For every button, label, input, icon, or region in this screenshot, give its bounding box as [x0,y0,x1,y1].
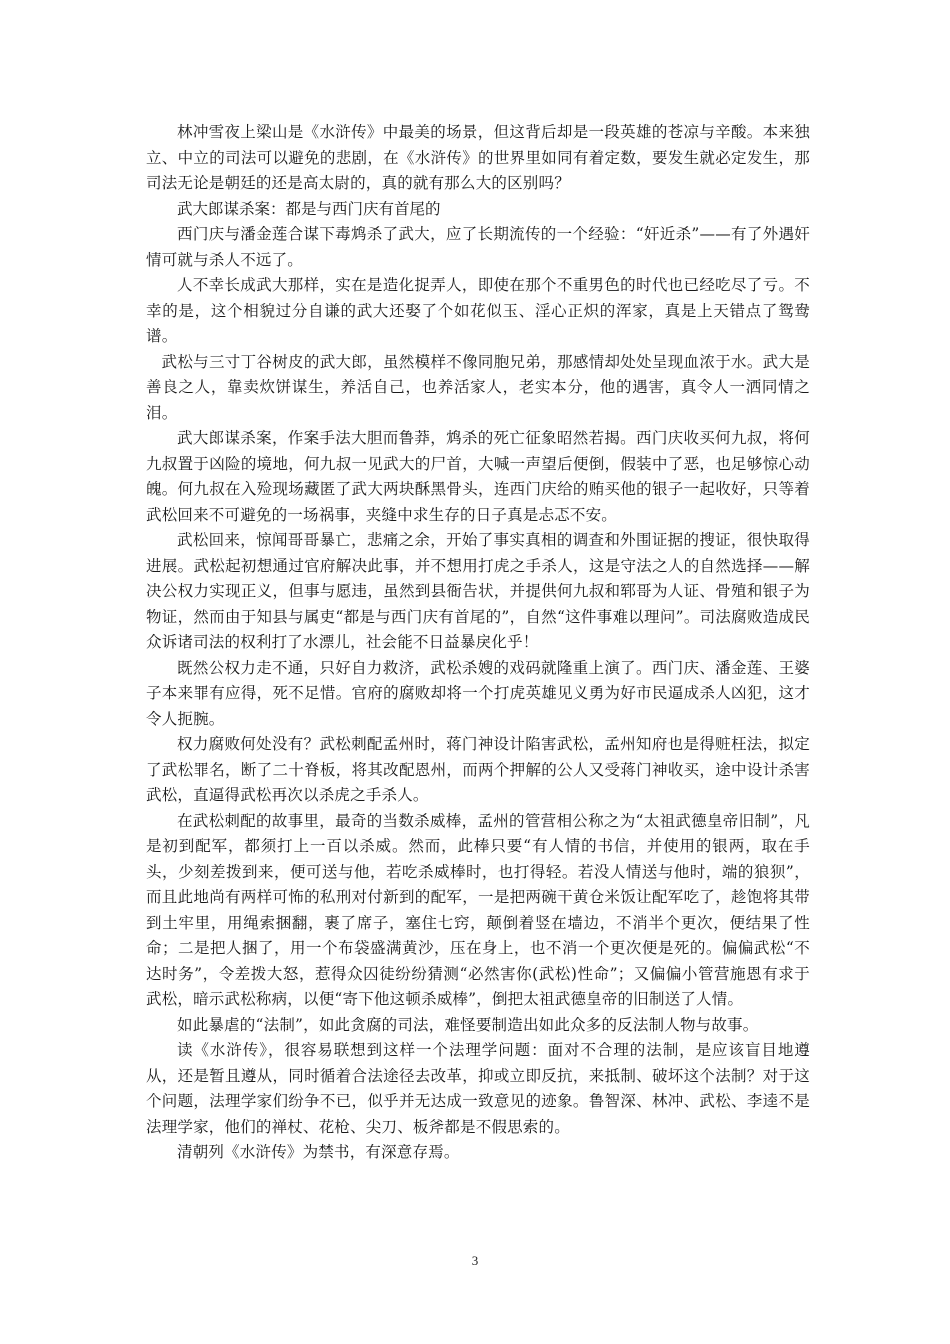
paragraph: 在武松刺配的故事里，最奇的当数杀威棒，孟州的管营相公称之为“太祖武德皇帝旧制”，凡是初到配军，都须打上一百以杀威。然而，此棒只要“有人情的书信，并使用的银两，取在手头，少刻差拨到来，便可送与他，若吃杀威棒时，也打得轻。若没人情送与他时，端的狼狈”，而且此地尚有两样可怖的私刑对付新到的配军，一是把两碗干黄仓米饭让配军吃了，趁饱将其带到土牢里，用绳索捆翻，裹了席子，塞住七窍，颠倒着竖在墙边，不消半个更次，便结果了性命；二是把人捆了，用一个布袋盛满黄沙，压在身上，也不消一个更次便是死的。偏偏武松“不达时务”，令差拨大怒，惹得众囚徒纷纷猜测“必然害你(武松)性命”；又偏偏小管营施恩有求于武松，暗示武松称病，以便“寄下他这顿杀威棒”，倒把太祖武德皇帝的旧制送了人情。 [146,811,810,1008]
paragraph: 既然公权力走不通，只好自力救济，武松杀嫂的戏码就隆重上演了。西门庆、潘金莲、王婆子本来罪有应得，死不足惜。官府的腐败却将一个打虎英雄见义勇为好市民逼成杀人凶犯，这才令人扼腕。 [146,658,810,728]
paragraph-closing: 清朝列《水浒传》为禁书，有深意存焉。 [177,1143,460,1161]
document-body [146,120,810,1166]
paragraph: 读《水浒传》，很容易联想到这样一个法理学问题：面对不合理的法制，是应该盲目地遵从，还是暂且遵从，同时循着合法途径去改革，抑或立即反抗，来抵制、破坏这个法制？对于这个问题，法理学家们纷争不已，似乎并无达成一致意见的迹象。鲁智深、林冲、武松、李逵不是法理学家，他们的禅杖、花枪、尖刀、板斧都是不假思索的。 [146,1041,810,1136]
paragraph: 武大郎谋杀案，作案手法大胆而鲁莽，鸩杀的死亡征象昭然若揭。西门庆收买何九叔，将何九叔置于凶险的境地，何九叔一见武大的尸首，大喊一声望后便倒，假装中了恶，也足够惊心动魄。何九叔在入殓现场藏匿了武大两块酥黑骨头，连西门庆给的贿买他的银子一起收好，只等着武松回来不可避免的一场祸事，夹缝中求生存的日子真是忐忑不安。 [146,429,810,524]
paragraph: 权力腐败何处没有？武松刺配孟州时，蒋门神设计陷害武松，孟州知府也是得赃枉法，拟定了武松罪名，断了二十脊板，将其改配恩州，而两个押解的公人又受蒋门神收买，途中设计杀害武松，直逼得武松再次以杀虎之手杀人。 [146,735,810,804]
paragraph: 武松回来，惊闻哥哥暴亡，悲痛之余，开始了事实真相的调查和外围证据的搜证，很快取得进展。武松起初想通过官府解决此事，并不想用打虎之手杀人，这是守法之人的自然选择——解决公权力实现正义，但事与愿违，虽然到县衙告状，并提供何九叔和郓哥为人证、骨殖和银子为物证，然而由于知县与属吏“都是与西门庆有首尾的”，自然“这件事难以理问”。司法腐败造成民众诉诸司法的权利打了水漂儿，社会能不日益暴戾化乎！ [146,531,810,651]
paragraph: 武松与三寸丁谷树皮的武大郎，虽然模样不像同胞兄弟，那感情却处处呈现血浓于水。武大是善良之人，靠卖炊饼谋生，养活自己，也养活家人，老实本分，他的遇害，真令人一洒同情之泪。 [146,352,810,422]
section-heading: 武大郎谋杀案：都是与西门庆有首尾的 [177,199,441,218]
paragraph: 西门庆与潘金莲合谋下毒鸩杀了武大，应了长期流传的一个经验：“奸近杀”——有了外遇奸情可就与杀人不远了。 [146,225,810,269]
paragraph: 人不幸长成武大那样，实在是造化捉弄人，即使在那个不重男色的时代也已经吃尽了亏。不幸的是，这个相貌过分自谦的武大还娶了个如花似玉、淫心正炽的浑家，真是上天错点了鸳鸯谱。 [146,276,810,345]
paragraph: 如此暴虐的“法制”，如此贪腐的司法，难怪要制造出如此众多的反法制人物与故事。 [177,1015,759,1034]
paragraph-intro: 林冲雪夜上梁山是《水浒传》中最美的场景，但这背后却是一段英雄的苍凉与辛酸。本来独立、中立的司法可以避免的悲剧，在《水浒传》的世界里如同有着定数，要发生就必定发生，那司法无论是朝廷的还是高太尉的，真的就有那么大的区别吗？ [146,123,810,192]
page-number: 3 [471,1253,479,1268]
